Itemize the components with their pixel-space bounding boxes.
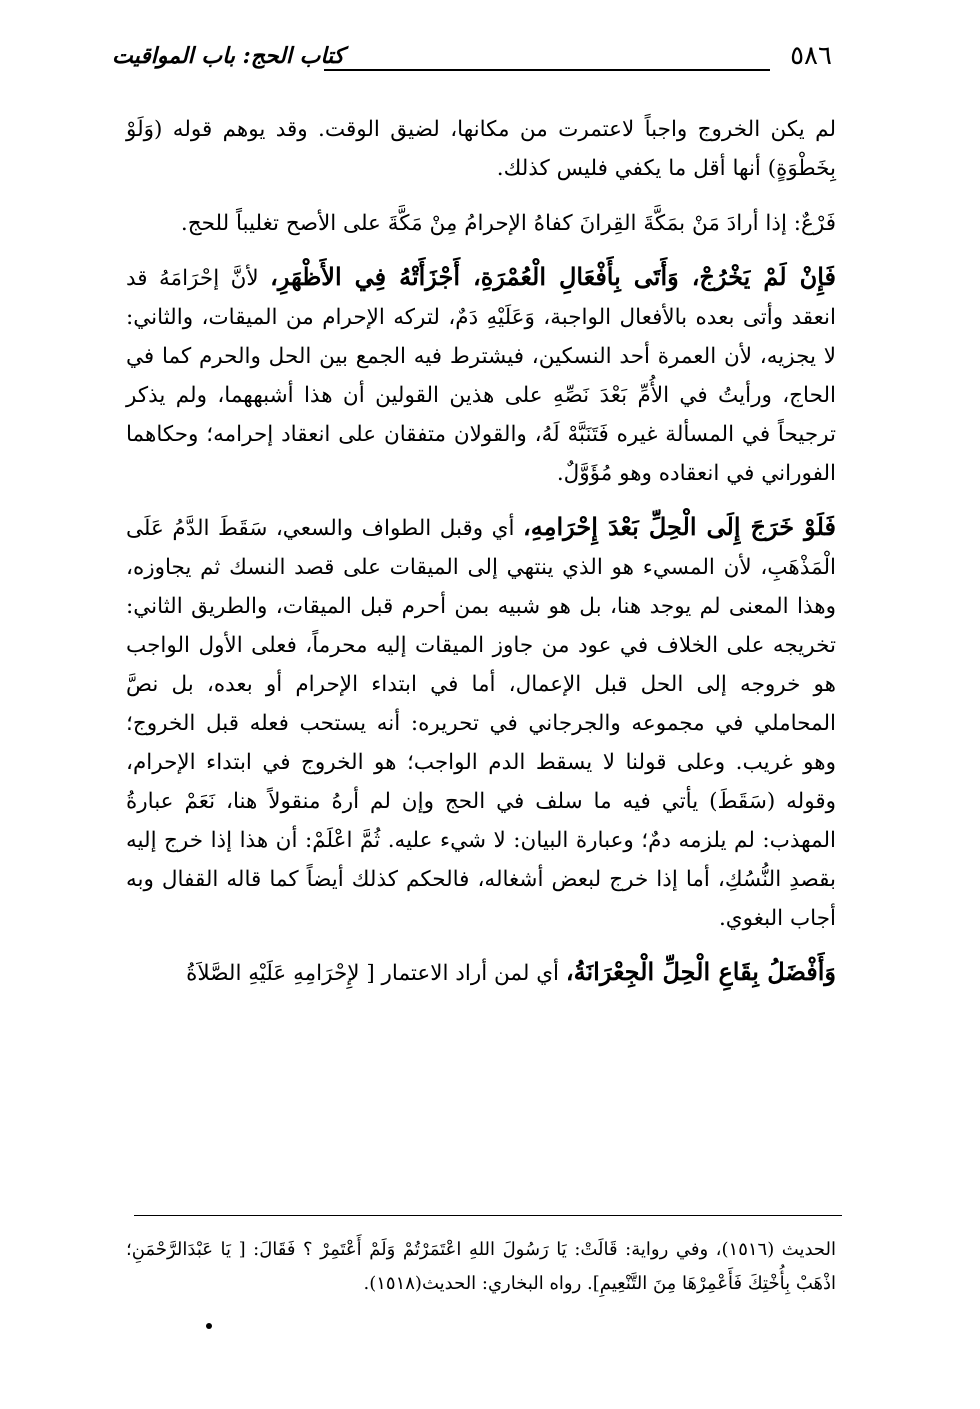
paragraph-2 — [126, 202, 836, 243]
paragraph-3 — [126, 257, 836, 493]
footnote: الحديث (١٥١٦)، وفي رواية: قَالَتْ: يَا رَسُولَ اللهِ اعْتَمَرْتُمْ وَلَمْ أَعْتَمِرْ ؟ فَقَالَ: [ يَا عَبْدَالرَّحْمَنِ؛ اذْهَبْ بِأُخْتِكَ فَأَعْمِرْهَا مِنَ التَّنْعِيمِ]. رواه البخاري: الحديث(١٥١٨). — [126, 1239, 837, 1294]
main-text — [126, 108, 836, 1007]
page-header — [112, 38, 832, 78]
footnote-separator — [134, 1215, 842, 1216]
paragraph-lead: وَأَفْضَلُ بِقَاعِ الْحِلِّ الْجِعْرَانَةُ، — [565, 957, 836, 986]
paragraph-4 — [126, 507, 836, 938]
running-title: كتاب الحج: باب المواقيت — [112, 43, 345, 69]
header-rule — [324, 69, 770, 71]
paragraph-lead: فَلَوْ خَرَجَ إِلَى الْحِلِّ بَعْدَ إِحْرَامِهِ، — [523, 512, 836, 541]
page-number: ٥٨٦ — [790, 41, 832, 71]
paragraph-lead: فَإِنْ لَمْ يَخْرُجْ، وَأَتَى بِأَفْعَالِ الْعُمْرَةِ، أَجْزَأَتْهُ فِي الأَظْهَرِ، — [270, 262, 836, 291]
paragraph-text: فَرْعٌ: إذا أرادَ مَنْ بمَكَّةَ القِرانَ كفاهُ الإحرامُ مِنْ مَكَّةَ على الأصح تغليباً للحج. — [180, 211, 836, 236]
paragraph-text: لأنَّ إحْرَامَهُ قد انعقد وأتى بعده بالأفعال الواجبة، وَعَلَيْهِ دَمٌ، لتركه الإحرام من الميقات، والثاني: لا يجزيه، لأن العمرة أحد النسكين، فيشترط فيه الجمع بين الحل والحرم كما في الحاج، ورأيتُ في الأُمِّ بَعْدَ نَصِّهِ على هذين القولين أن هذا أشبههما، ولم يذكر ترجيحاً في المسألة غيره فَتَنَبَّهْ لَهُ، والقولان متفقان على انعقاد إحرامه؛ وحكاهما الفوراني في انعقاده وهو مُؤَوَّلٌ. — [126, 266, 836, 486]
paragraph-5 — [126, 952, 836, 993]
paragraph-text: أي وقبل الطواف والسعي، سَقَطَ الدَّمُ عَلَى الْمَذْهَبِ، لأن المسيء هو الذي ينتهي إلى الميقات على قصد النسك ثم يجاوزه، وهذا المعنى لم يوجد هنا، بل هو شبيه بمن أحرم قبل الميقات، والطريق الثاني: تخريجه على الخلاف في عود من جاوز الميقات إليه محرماً، فعلى الأول الواجب هو خروجه إلى الحل قبل الإعمال، أما في ابتداء الإحرام أو بعده، بل نصَّ المحاملي في مجموعه والجرجاني في تحريره: أنه يستحب فعله قبل الخروج؛ وهو غريب. وعلى قولنا لا يسقط الدم الواجب؛ هو الخروج في ابتداء الإحرام، وقوله (سَقَطَ) يأتي فيه ما سلف في الحج وإن لم أرهُ منقولاً هنا، نَعَمْ عبارةُ المهذب: لم يلزمه دمٌ؛ وعبارة البيان: لا شيء عليه. ثُمَّ اعْلَمْ: أن هذا إذا خرج إليه بقصدِ النُّسُكِ، أما إذا خرج لبعض أشغاله، فالحكم كذلك أيضاً كما قاله القفال وبه أجاب البغوي. — [126, 516, 836, 931]
paragraph-text: أي لمن أراد الاعتمار [ لإِحْرَامِهِ عَلَيْهِ الصَّلاَةُ — [186, 961, 566, 986]
ink-dot — [206, 1323, 212, 1329]
paragraph-1 — [126, 108, 836, 188]
paragraph-text: لم يكن الخروج واجباً لاعتمرت من مكانها، لضيق الوقت. وقد يوهم قوله (وَلَوْ بِخَطْوَةٍ) أنها أقل ما يكفي فليس كذلك. — [126, 117, 836, 181]
